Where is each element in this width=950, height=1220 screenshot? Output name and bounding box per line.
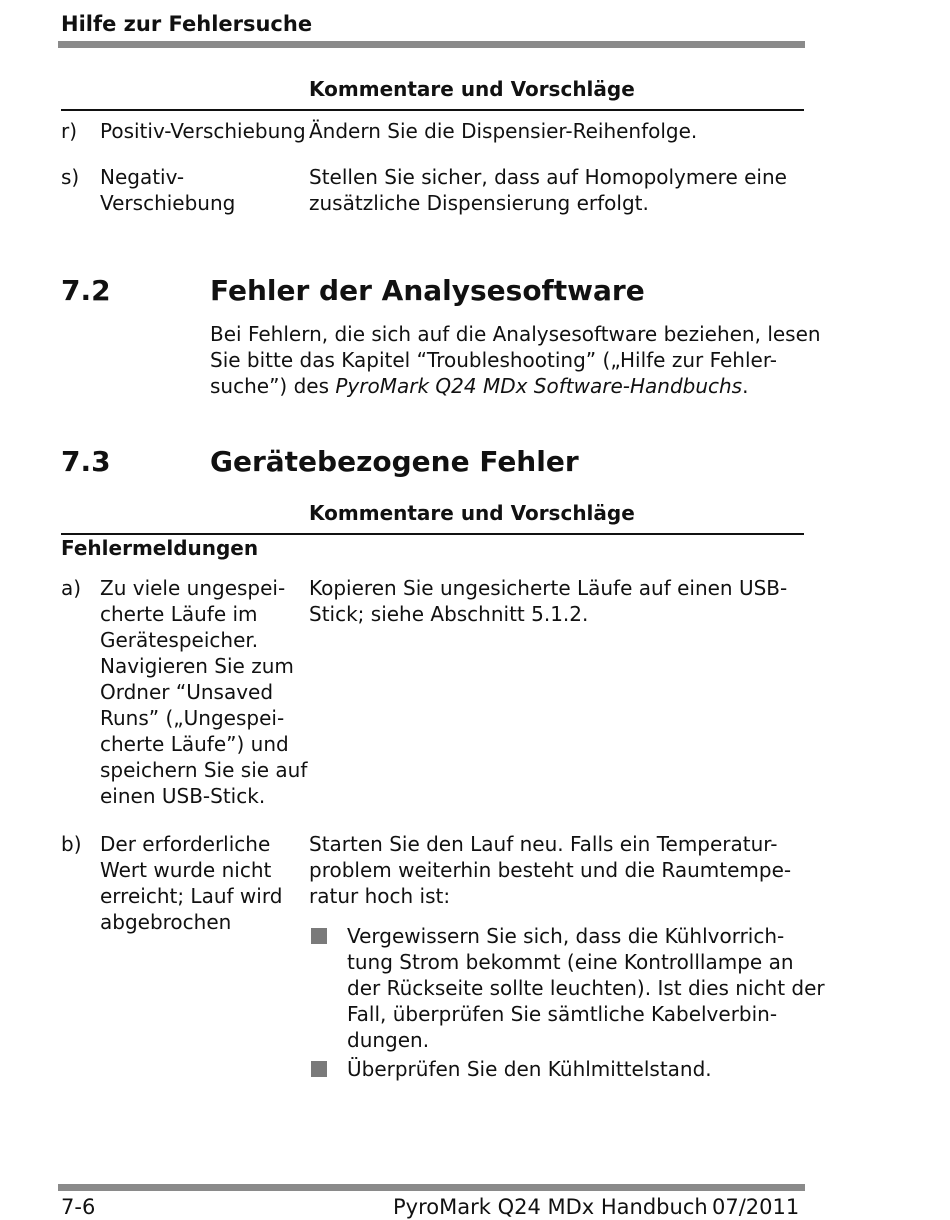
row-a-comment: Kopieren Sie ungesicherte Läufe auf einen USB- Stick; siehe Abschnitt 5.1.2. <box>309 576 788 626</box>
footer-page-number: 7-6 <box>61 1195 96 1219</box>
table1-header-rule <box>61 109 804 111</box>
bullet-item-1: Vergewissern Sie sich, dass die Kühlvorrich- tung Strom bekommt (eine Kontrolllampe an der Rückseite sollte leuchten). Ist dies nicht der Fall, überprüfen Sie sämtliche Kabelverbin- dungen. <box>347 924 825 1052</box>
table2-group-label: Fehlermeldungen <box>61 536 259 560</box>
section-7-2-number: 7.2 <box>61 274 111 307</box>
row-b-label: Der erforderliche Wert wurde nicht erreicht; Lauf wird abgebrochen <box>100 832 283 934</box>
footer-date: 07/2011 <box>712 1195 800 1219</box>
section-7-2-title: Fehler der Analysesoftware <box>210 274 645 307</box>
row-s-letter: s) <box>61 165 80 189</box>
bullet-square-icon <box>311 928 327 944</box>
section-7-2-body: Bei Fehlern, die sich auf die Analysesoftware beziehen, lesen Sie bitte das Kapitel “Troubleshooting” („Hilfe zur Fehler- suche”) des PyroMark Q24 MDx Software-Handbuchs. <box>210 322 821 398</box>
bullet-square-icon <box>311 1061 327 1077</box>
row-r-comment: Ändern Sie die Dispensier-Reihenfolge. <box>309 119 698 143</box>
section-7-3-number: 7.3 <box>61 445 111 478</box>
row-r-letter: r) <box>61 119 78 143</box>
footer-rule <box>58 1184 805 1191</box>
table2-column-header: Kommentare und Vorschläge <box>309 501 635 525</box>
row-a-label: Zu viele ungespei- cherte Läufe im Gerätespeicher. Navigieren Sie zum Ordner “Unsaved Runs” („Ungespei- cherte Läufe”) und speichern Sie sie auf einen USB-Stick. <box>100 576 308 808</box>
table1-column-header: Kommentare und Vorschläge <box>309 77 635 101</box>
section-7-3-title: Gerätebezogene Fehler <box>210 445 579 478</box>
table2-header-rule <box>61 533 804 535</box>
row-b-letter: b) <box>61 832 82 856</box>
footer-manual-title: PyroMark Q24 MDx Handbuch <box>393 1195 708 1219</box>
row-r-label: Positiv-Verschiebung <box>100 119 306 143</box>
row-s-comment: Stellen Sie sicher, dass auf Homopolymere eine zusätzliche Dispensierung erfolgt. <box>309 165 787 215</box>
row-a-letter: a) <box>61 576 82 600</box>
bullet-item-2: Überprüfen Sie den Kühlmittelstand. <box>347 1057 712 1081</box>
page-header-title: Hilfe zur Fehlersuche <box>61 12 313 36</box>
header-rule <box>58 41 805 48</box>
row-s-label: Negativ- Verschiebung <box>100 165 236 215</box>
row-b-comment: Starten Sie den Lauf neu. Falls ein Temperatur- problem weiterhin besteht und die Raumtempe- ratur hoch ist: <box>309 832 792 908</box>
